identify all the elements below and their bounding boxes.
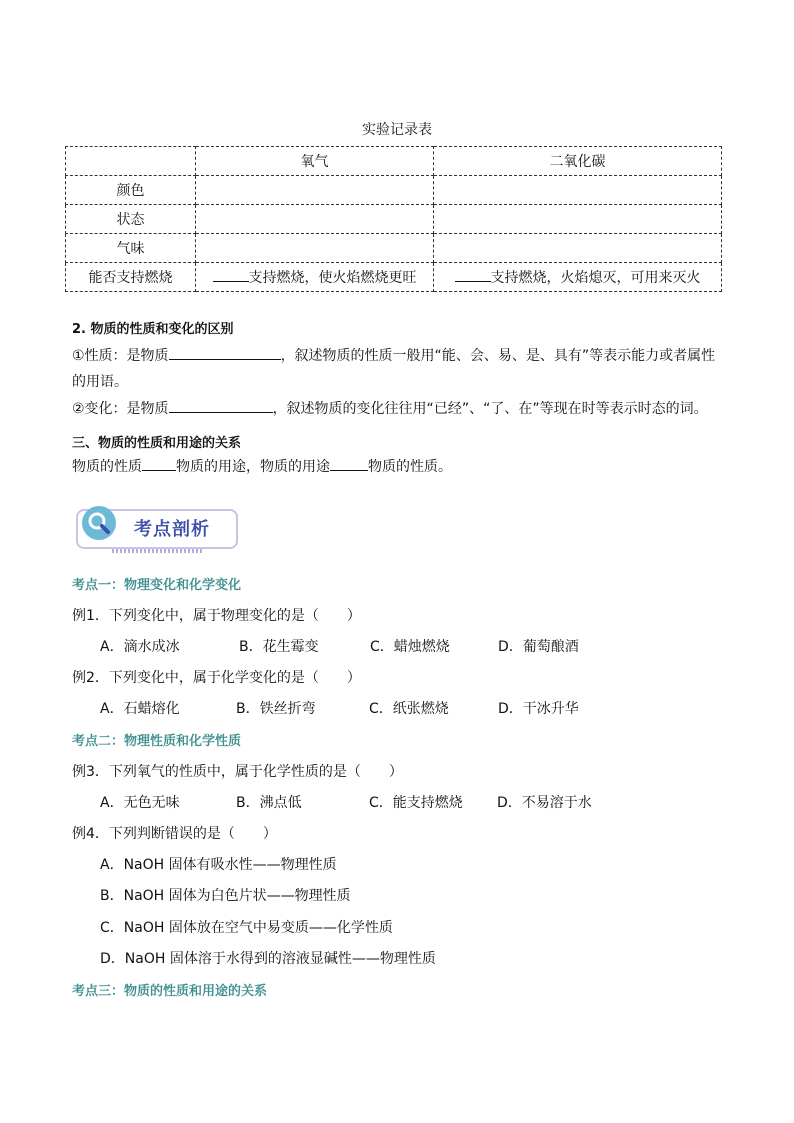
fill-blank [330,456,368,471]
section3-part2: 物质的用途，物质的用途 [176,459,330,475]
option-c: C．蜡烛燃烧 [370,639,450,655]
option-b: B．花生霉变 [239,639,319,655]
option-d: D．葡萄酿酒 [498,639,579,655]
example-4-option-a: A．NaOH 固体有吸水性——物理性质 [100,857,337,873]
fill-blank [455,267,491,282]
change-prefix: ②变化：是物质 [72,401,169,417]
fill-blank [142,456,176,471]
table-row [66,176,722,205]
option-b: B．铁丝折弯 [236,701,316,717]
oxygen-combustion-text: 支持燃烧，使火焰燃烧更旺 [248,270,417,286]
badge-stripes [112,549,204,553]
example-number: 1 [86,608,95,624]
section2-heading: 2. 物质的性质和变化的区别 [72,322,234,337]
example-1-options [100,636,720,656]
option-a: A．石蜡熔化 [100,701,180,717]
fill-blank [213,267,249,282]
property-prefix: ①性质：是物质 [72,348,169,364]
example-stem: ．下列氧气的性质中，属于化学性质的是（ ） [94,764,403,780]
co2-cell [434,263,722,292]
example-4 [72,823,732,843]
property-line [72,345,732,365]
change-line [72,398,732,418]
magnifier-icon [82,506,116,540]
example-number: 2 [86,670,95,686]
example-stem: ．下列变化中，属于化学变化的是（ ） [94,670,361,686]
option-a: A．无色无味 [100,795,180,811]
example-label: 例 [72,826,86,842]
oxygen-cell [196,234,434,263]
table-row [66,205,722,234]
kaodian3-heading: 考点三：物质的性质和用途的关系 [72,984,268,999]
section3-heading: 三、物质的性质和用途的关系 [72,436,242,451]
option-c: C．纸张燃烧 [369,701,449,717]
section3-line [72,456,732,476]
example-1 [72,605,732,625]
change-suffix: ，叙述物质的变化往往用“已经”、“了、在”等现在时等表示时态的词。 [272,401,708,417]
section3-part1: 物质的性质 [72,459,142,475]
oxygen-cell [196,176,434,205]
example-2-options [100,698,720,718]
kaodian1-heading: 考点一：物理变化和化学变化 [72,578,242,593]
example-2 [72,667,732,687]
property-suffix: ，叙述物质的性质一般用“能、会、易、是、具有”等表示能力或者属性 [280,348,716,364]
table-title: 实验记录表 [362,122,432,138]
table-row [66,263,722,292]
row-label: 能否支持燃烧 [66,263,196,292]
example-3 [72,761,732,781]
row-label: 颜色 [66,176,196,205]
co2-cell [434,176,722,205]
table-header-row [66,147,722,176]
example-stem: ．下列判断错误的是（ ） [94,826,277,842]
fill-blank [169,398,273,413]
section3-part3: 物质的性质。 [368,459,452,475]
header-cell-oxygen: 氧气 [196,147,434,176]
example-4-option-c: C．NaOH 固体放在空气中易变质——化学性质 [100,920,393,936]
example-number: 4 [86,826,95,842]
example-label: 例 [72,670,86,686]
kaodian2-heading: 考点二：物理性质和化学性质 [72,734,242,749]
option-d: D．不易溶于水 [497,795,592,811]
example-label: 例 [72,608,86,624]
example-4-option-b: B．NaOH 固体为白色片状——物理性质 [100,888,351,904]
option-c: C．能支持燃烧 [369,795,463,811]
table-row [66,234,722,263]
co2-combustion-text: 支持燃烧，火焰熄灭，可用来灭火 [490,270,701,286]
experiment-record-table [65,146,722,292]
badge-icon-circle [82,506,116,540]
property-cont: 的用语。 [72,374,128,390]
row-label: 气味 [66,234,196,263]
oxygen-cell [196,205,434,234]
header-cell-co2: 二氧化碳 [434,147,722,176]
co2-cell [434,234,722,263]
example-3-options [100,792,720,812]
badge-label: 考点剖析 [134,519,210,540]
example-label: 例 [72,764,86,780]
co2-cell [434,205,722,234]
example-4-option-d: D．NaOH 固体溶于水得到的溶液显碱性——物理性质 [100,951,436,967]
oxygen-cell [196,263,434,292]
option-d: D．干冰升华 [498,701,579,717]
kaodian-badge [72,503,238,553]
example-number: 3 [86,764,95,780]
option-a: A．滴水成冰 [100,639,180,655]
option-b: B．沸点低 [236,795,302,811]
fill-blank [169,345,281,360]
example-stem: ．下列变化中，属于物理变化的是（ ） [94,608,361,624]
header-cell-empty [66,147,196,176]
row-label: 状态 [66,205,196,234]
